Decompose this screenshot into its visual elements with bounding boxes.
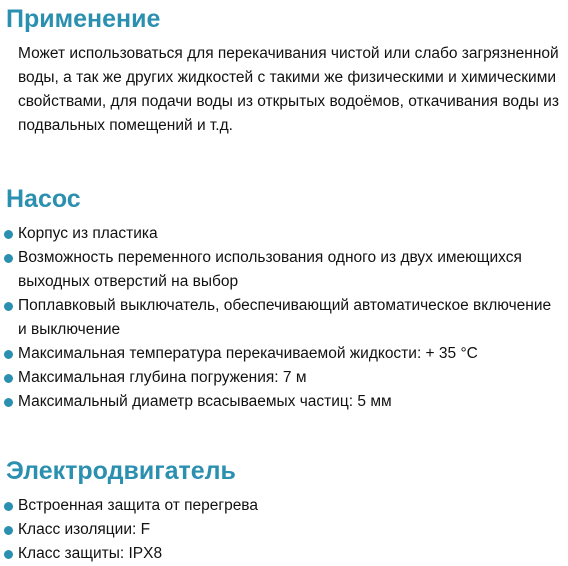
bullet-dot-icon	[4, 350, 13, 359]
section-heading-pump: Насос	[6, 185, 81, 213]
section-pump	[0, 184, 568, 414]
bullet-dot-icon	[4, 502, 13, 511]
bullet-dot-icon	[4, 398, 13, 407]
list-item-text: Поплавковый выключатель, обеспечивающий автоматическое включение и выключение	[18, 297, 552, 338]
section-heading-motor: Электродвигатель	[6, 457, 236, 485]
pump-feature-list	[0, 222, 568, 414]
list-item	[0, 222, 568, 246]
list-item-text: Класс защиты: IPX8	[18, 545, 163, 562]
list-item-text: Максимальная температура перекачиваемой жидкости: + 35 °C	[18, 345, 478, 362]
list-item-text: Корпус из пластика	[18, 225, 158, 242]
list-item	[0, 518, 568, 542]
list-item-text: Встроенная защита от перегрева	[18, 497, 258, 514]
bullet-dot-icon	[4, 302, 13, 311]
list-item-text: Максимальная глубина погружения: 7 м	[18, 369, 307, 386]
list-item	[0, 494, 568, 518]
list-item	[0, 366, 568, 390]
bullet-dot-icon	[4, 550, 13, 559]
list-item	[0, 390, 568, 414]
list-item-text: Класс изоляции: F	[18, 521, 151, 538]
list-item-text: Возможность переменного использования одного из двух имеющихся выходных отверстий на выбор	[18, 249, 522, 290]
list-item-text: Максимальный диаметр всасываемых частиц: 5 мм	[18, 393, 392, 410]
bullet-dot-icon	[4, 254, 13, 263]
bullet-dot-icon	[4, 230, 13, 239]
bullet-dot-icon	[4, 526, 13, 535]
usage-description: Может использоваться для перекачивания чистой или слабо загрязненной воды, а так же других жидкостей с такими же физическими и химическими свойствами, для подачи воды из открытых водоёмов, откачивания воды из подвальных помещений и т.д.	[18, 45, 559, 134]
section-motor	[0, 456, 568, 566]
motor-feature-list	[0, 494, 568, 566]
section-heading-usage: Применение	[6, 5, 161, 33]
section-usage	[0, 4, 568, 138]
list-item	[0, 342, 568, 366]
list-item	[0, 542, 568, 566]
bullet-dot-icon	[4, 374, 13, 383]
list-item	[0, 246, 568, 294]
list-item	[0, 294, 568, 342]
